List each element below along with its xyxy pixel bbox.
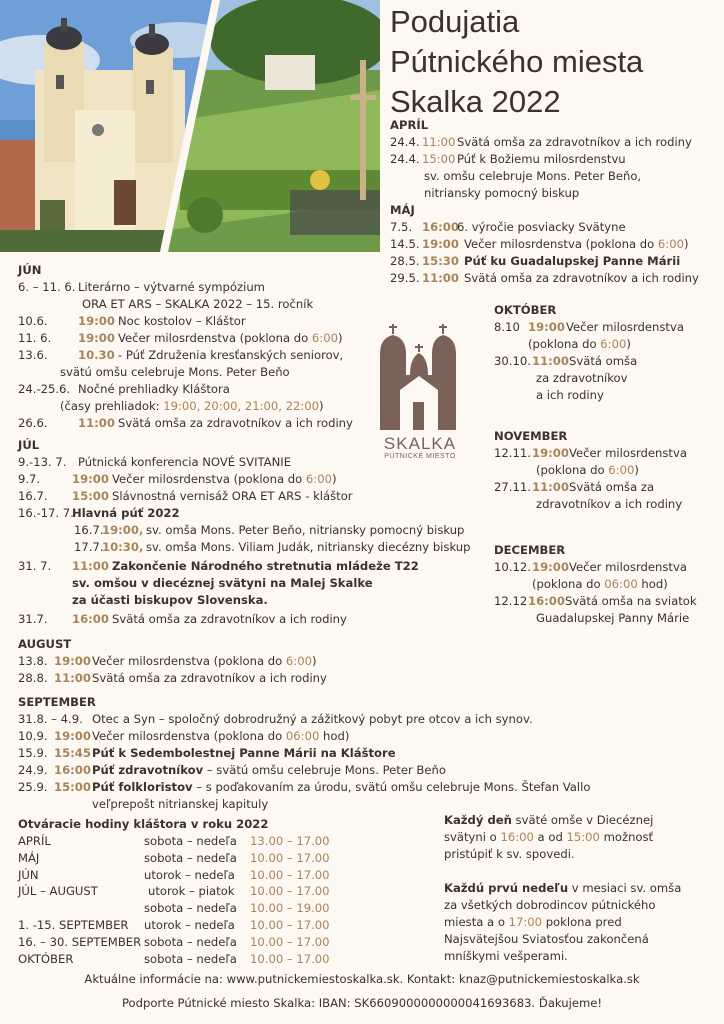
event-date: 24.4.	[390, 135, 420, 149]
event-date: 16.7.	[74, 523, 104, 537]
event-time: 19:00, 20:00, 21:00, 22:00	[163, 399, 320, 413]
event-date: 24.-25.6.	[18, 382, 71, 396]
event-text: (poklona do	[528, 337, 601, 351]
event-text: Púť ku Guadalupskej Panne Márii	[464, 254, 681, 268]
event-text: Púť k Sedembolestnej Panne Márii na Kláštore	[92, 746, 396, 760]
event-date: 11. 6.	[18, 331, 52, 345]
event-text-cont: veľprepošt nitrianskej kapituly	[92, 797, 269, 811]
event-time: 6:00	[608, 463, 635, 477]
event-text: )	[626, 337, 631, 351]
note-text: poklona pred	[542, 915, 622, 929]
event-time: 19:00	[54, 729, 91, 743]
event-text: Večer milosrdenstva (poklona do	[112, 472, 306, 486]
event-date: 27.11.	[494, 480, 531, 494]
event-date: 31.8. – 4.9.	[18, 712, 83, 726]
event-time: 16:00	[54, 763, 91, 777]
event-date: 10.6.	[18, 314, 48, 328]
event-text: Večer milosrdenstva	[569, 560, 687, 574]
event-date: 31. 7.	[18, 559, 52, 573]
note-text: za všetkých dobrodincov pútnického	[444, 898, 656, 912]
church-photo-collage	[0, 0, 380, 252]
event-text: 6. výročie posviacky Svätyne	[457, 220, 626, 234]
event-time: 11:00	[532, 480, 569, 494]
event-text: (poklona do	[532, 577, 605, 591]
event-text: – s poďakovaním za úrodu, svätú omšu celebruje Mons. Štefan Vallo	[192, 780, 591, 794]
note-bold: Každý deň	[444, 813, 512, 827]
event-date: 14.5.	[390, 237, 420, 251]
hours-time: 10.00 – 17.00	[250, 934, 330, 949]
hours-days: utorok – piatok	[148, 884, 235, 899]
event-date: 30.10.	[494, 354, 531, 368]
event-time: 6:00	[305, 472, 332, 486]
event-text: Svätá omša za zdravotníkov a ich rodiny	[92, 671, 327, 685]
event-text-cont: sv. omšou v diecéznej svätyni na Malej Skalke	[72, 576, 373, 590]
event-date: 9.-13. 7.	[18, 455, 67, 469]
heading-oktober: OKTÓBER	[494, 303, 557, 317]
title-line-1: Podujatia	[390, 4, 520, 39]
event-text: )	[311, 654, 317, 668]
hours-days: utorok – nedeľa	[144, 918, 235, 932]
hours-time: 13.00 – 17.00	[250, 834, 330, 848]
title-line-3: Skalka 2022	[390, 84, 561, 119]
event-time: 16:00	[528, 594, 565, 608]
event-text-cont: sv. omšu celebruje Mons. Peter Beňo,	[424, 169, 642, 183]
hours-month: OKTÓBER	[18, 951, 74, 966]
event-text: )	[331, 472, 337, 486]
title-line-2: Pútnického miesta	[390, 44, 644, 79]
event-time: 19:00	[72, 472, 109, 486]
hours-month: 16. – 30. SEPTEMBER	[18, 934, 142, 949]
event-text-cont: svätú omšu celebruje Mons. Peter Beňo	[60, 365, 290, 379]
event-text-cont: a ich rodiny	[536, 388, 604, 402]
event-text: )	[634, 463, 639, 477]
event-text: Svätá omša za zdravotníkov a ich rodiny	[464, 271, 699, 285]
note-text: svätyni o	[444, 830, 501, 844]
event-text-cont: za zdravotníkov	[536, 371, 628, 385]
event-time: 15:00	[72, 489, 109, 503]
hours-month: JÚL – AUGUST	[18, 884, 98, 899]
event-date: 16.7.	[18, 489, 48, 503]
heading-august: AUGUST	[18, 637, 72, 651]
event-date: 28.8.	[18, 671, 48, 685]
event-text-cont: Guadalupskej Panny Márie	[536, 611, 690, 625]
event-time: 10:30,	[102, 540, 144, 554]
event-text: Pútnická konferencia NOVÉ SVITANIE	[78, 455, 292, 469]
event-text: Zakončenie Národného stretnutia mládeže T22	[112, 559, 419, 573]
event-time: 16:00	[72, 612, 109, 626]
event-date: 12.11.	[494, 446, 531, 460]
hours-days: sobota – nedeľa	[144, 934, 237, 949]
event-date: 15.9.	[18, 746, 48, 760]
event-date: 7.5.	[390, 220, 413, 234]
event-text: Nočné prehliadky Kláštora	[78, 382, 230, 396]
event-time: 10.30	[78, 348, 115, 362]
event-date: 10.9.	[18, 729, 48, 743]
event-date: 10.12.	[494, 560, 531, 574]
event-date: 6. – 11. 6.	[18, 280, 76, 294]
event-time: 6:00	[311, 331, 338, 345]
event-date: 24.4.	[390, 152, 420, 166]
event-text: Svätá omša za zdravotníkov a ich rodiny	[112, 612, 347, 626]
hours-days: utorok – nedeľa	[144, 867, 235, 882]
event-text: Slávnostná vernisáž ORA ET ARS - kláštor	[112, 489, 353, 503]
event-text: (časy prehliadok:	[60, 399, 164, 413]
event-date: 12.12	[494, 594, 528, 608]
event-time: 6:00	[600, 337, 627, 351]
event-text: hod)	[637, 577, 668, 591]
event-date: 16.-17. 7.	[18, 506, 74, 520]
note-text: Najsvätejšou Sviatosťou zakončená	[444, 932, 649, 946]
event-text: Večer milosrdenstva (poklona do	[118, 331, 312, 345]
logo-subtitle: PÚTNICKÉ MIESTO	[384, 453, 456, 460]
note-bold: Každú prvú nedeľu	[444, 881, 569, 895]
event-time: 6:00	[285, 654, 312, 668]
heading-december: DECEMBER	[494, 543, 566, 557]
note-first-sunday	[444, 880, 681, 965]
event-time: 06:00	[604, 577, 638, 591]
event-text: hod)	[319, 729, 350, 743]
event-text: sv. omša Mons. Peter Beňo, nitriansky pomocný biskup	[146, 523, 465, 537]
hours-month: APRÍL	[18, 834, 51, 848]
note-text: sväté omše v Diecéznej	[511, 813, 654, 827]
hours-month: JÚN	[18, 867, 39, 882]
heading-september: SEPTEMBER	[18, 695, 96, 709]
heading-jul: JÚL	[18, 438, 40, 452]
event-text: Večer milosrdenstva	[569, 446, 687, 460]
event-date: 17.7.	[74, 540, 104, 554]
event-text: Noc kostolov – Kláštor	[118, 314, 246, 328]
event-time: 11:00	[532, 354, 569, 368]
note-text: v mesiaci sv. omša	[568, 881, 682, 895]
event-text: )	[337, 331, 343, 345]
event-text-cont: ORA ET ARS – SKALKA 2022 – 15. ročník	[82, 297, 314, 311]
page-title	[390, 2, 643, 122]
event-time: 15:45	[54, 746, 91, 760]
event-text: )	[319, 399, 324, 413]
event-text: - Púť Združenia kresťanských seniorov,	[118, 348, 344, 362]
hours-month: 1. -15. SEPTEMBER	[18, 918, 129, 932]
hours-time: 10.00 – 17.00	[250, 918, 330, 932]
event-text-cont	[60, 398, 324, 415]
event-text: )	[683, 237, 689, 251]
event-date: 13.6.	[18, 348, 48, 362]
event-time: 15:00	[422, 152, 456, 166]
event-text: Svätá omša	[569, 354, 638, 368]
note-time: 16:00	[500, 830, 534, 844]
event-date: 26.6.	[18, 416, 48, 430]
hours-month: MÁJ	[18, 850, 40, 865]
event-text: sv. omša Mons. Viliam Judák, nitriansky diecézny biskup	[146, 540, 471, 554]
event-time: 06:00	[285, 729, 320, 743]
note-text: a od	[533, 830, 567, 844]
event-date: 8.10	[494, 320, 520, 334]
event-time: 19:00	[78, 314, 115, 328]
hours-time: 10.00 – 17.00	[250, 951, 330, 966]
event-text-cont	[532, 576, 668, 593]
event-text: Večer milosrdenstva (poklona do	[464, 237, 658, 251]
note-text: mníškymi vešperami.	[444, 949, 568, 963]
event-text-cont: zdravotníkov a ich rodiny	[536, 497, 683, 511]
event-time: 11:00	[422, 135, 456, 149]
footer-iban: Podporte Pútnické miesto Skalka: IBAN: SK6609000000000041693683. Ďakujeme!	[121, 996, 603, 1010]
hours-time: 10.00 – 17.00	[250, 867, 330, 882]
event-date: 31.7.	[18, 612, 48, 626]
event-text: Otec a Syn – spoločný dobrodružný a zážitkový pobyt pre otcov a ich synov.	[92, 712, 533, 726]
event-time: 19:00	[532, 446, 569, 460]
event-text: Svätá omša za	[569, 480, 655, 494]
event-time: 16:00	[422, 220, 459, 234]
opening-hours-heading: Otváracie hodiny kláštora v roku 2022	[18, 817, 269, 831]
hours-days: sobota – nedeľa	[144, 951, 237, 966]
event-text-cont: za účasti biskupov Slovenska.	[72, 593, 268, 607]
hours-days: sobota – nedeľa	[144, 834, 237, 848]
event-time: 6:00	[657, 237, 684, 251]
event-time: 19:00	[54, 654, 91, 668]
event-date: 28.5.	[390, 254, 420, 268]
event-text: Večer milosrdenstva (poklona do	[92, 729, 286, 743]
event-date: 9.7.	[18, 472, 41, 486]
event-time: 15:30	[422, 254, 459, 268]
event-text: Púť zdravotníkov	[92, 763, 204, 777]
event-date: 25.9.	[18, 780, 48, 794]
event-date: 13.8.	[18, 654, 48, 668]
event-text: Hlavná púť 2022	[72, 506, 180, 520]
hours-days: sobota – nedeľa	[144, 901, 237, 916]
event-text: Večer milosrdenstva	[566, 320, 684, 334]
event-date: 24.9.	[18, 763, 48, 777]
heading-jun: JÚN	[18, 263, 42, 277]
hours-days: sobota – nedeľa	[144, 850, 237, 865]
note-text: miesta a o	[444, 915, 509, 929]
event-time: 11:00	[72, 559, 109, 573]
header-photos	[0, 0, 380, 252]
event-time: 19:00,	[102, 523, 144, 537]
note-text: možnosť	[599, 830, 654, 844]
event-text: Svätá omša za zdravotníkov a ich rodiny	[118, 416, 353, 430]
heading-november: NOVEMBER	[494, 429, 568, 443]
event-text: (poklona do	[536, 463, 609, 477]
event-time: 19:00	[422, 237, 459, 251]
note-time: 17:00	[508, 915, 543, 929]
event-text: Večer milosrdenstva (poklona do	[92, 654, 286, 668]
event-text-cont	[536, 462, 639, 479]
event-text: Literárno – výtvarné sympózium	[78, 280, 265, 294]
event-text: Púť folkloristov	[92, 780, 193, 794]
event-text: Svätá omša za zdravotníkov a ich rodiny	[457, 135, 692, 149]
event-text-cont: nitriansky pomocný biskup	[424, 186, 580, 200]
event-time: 11:00	[54, 671, 91, 685]
event-text: Svätá omša na sviatok	[565, 594, 697, 608]
event-text: – svätú omšu celebruje Mons. Peter Beňo	[203, 763, 446, 777]
event-text: Púť k Božiemu milosrdenstvu	[457, 152, 626, 166]
event-time: 11:00	[422, 271, 459, 285]
note-time: 15:00	[566, 830, 600, 844]
note-daily	[444, 812, 653, 863]
event-time: 19:00	[528, 320, 565, 334]
logo-name: SKALKA	[383, 434, 457, 453]
heading-april: APRÍL	[390, 118, 429, 132]
event-date: 29.5.	[390, 271, 420, 285]
event-time: 19:00	[532, 560, 569, 574]
note-text: pristúpiť k sv. spovedi.	[444, 847, 575, 861]
hours-time: 10.00 – 19.00	[250, 901, 330, 916]
event-text-cont	[528, 336, 631, 353]
hours-time: 10.00 – 17.00	[250, 850, 330, 865]
hours-time: 10.00 – 17.00	[250, 884, 330, 899]
heading-maj: MÁJ	[390, 203, 415, 217]
event-time: 19:00	[78, 331, 115, 345]
event-time: 11:00	[78, 416, 115, 430]
footer-contact: Aktuálne informácie na: www.putnickemiestoskalka.sk. Kontakt: knaz@putnickemiestoskalka.sk	[84, 972, 640, 986]
event-time: 15:00	[54, 780, 91, 794]
